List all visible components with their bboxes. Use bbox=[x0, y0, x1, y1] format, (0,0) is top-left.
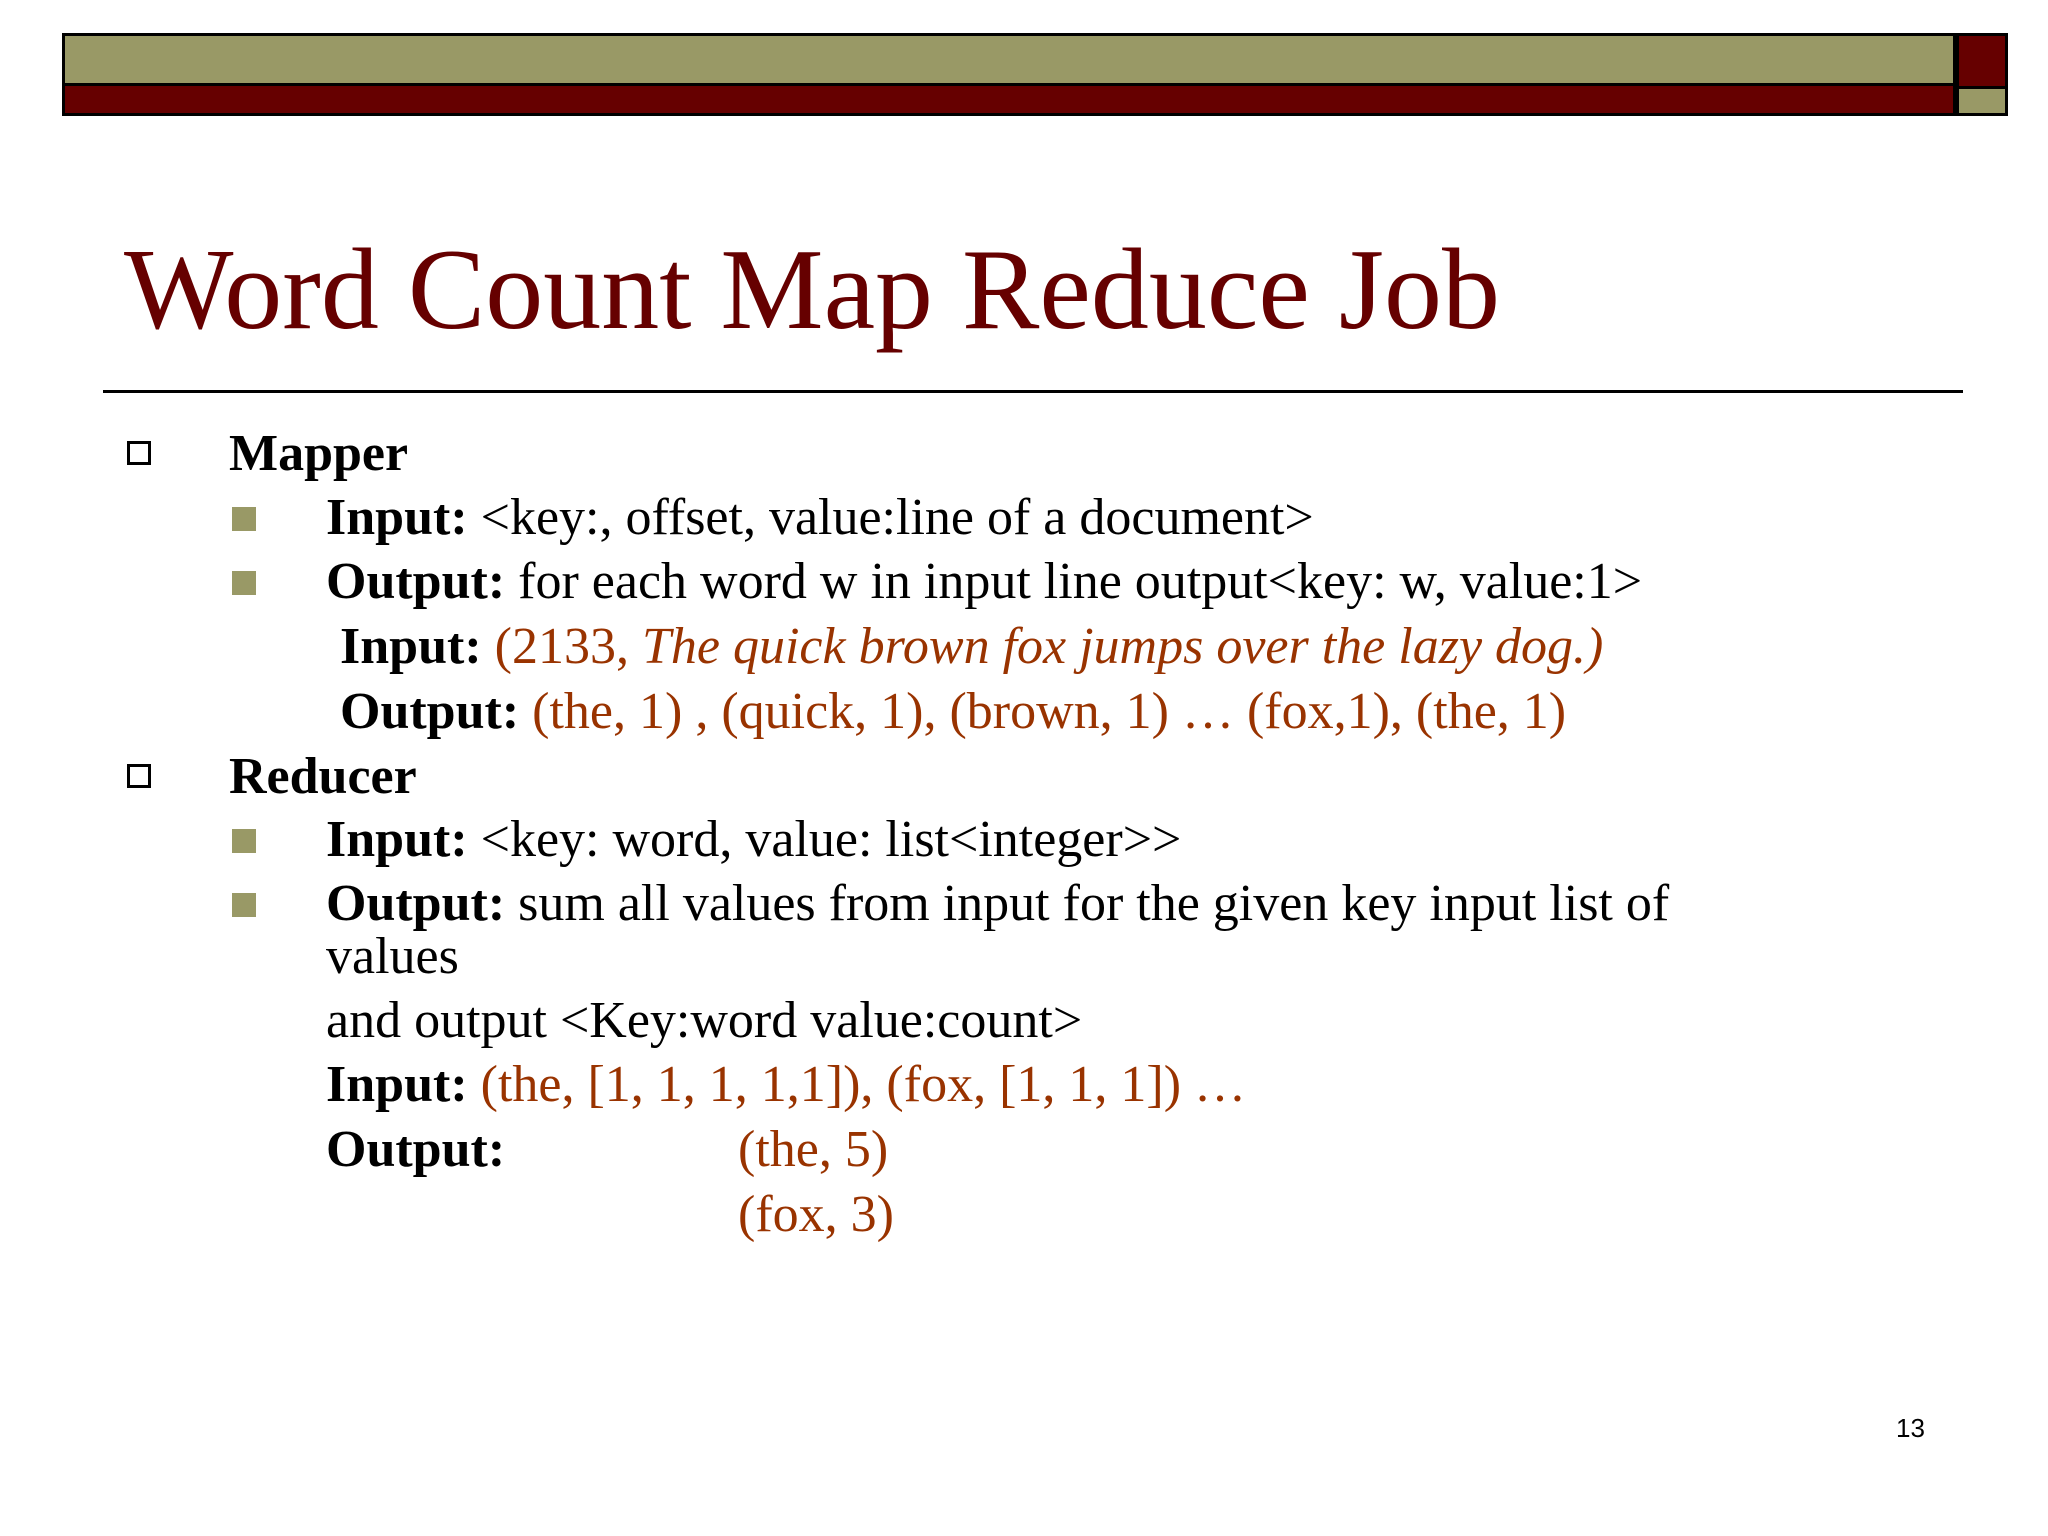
reducer-output-text-2: values bbox=[326, 928, 459, 985]
reducer-input-text: <key: word, value: list<integer>> bbox=[480, 811, 1182, 868]
mapper-input-text: <key:, offset, value:line of a document> bbox=[480, 489, 1314, 546]
reducer-heading: Reducer bbox=[229, 748, 417, 805]
header-banner-olive bbox=[62, 33, 1956, 83]
header-corner-red bbox=[1956, 33, 2008, 86]
title-divider bbox=[103, 390, 1963, 393]
reducer-input-line bbox=[326, 811, 1182, 868]
reducer-example-output-2: (fox, 3) bbox=[738, 1186, 894, 1243]
mapper-output-label: Output: bbox=[326, 553, 506, 610]
mapper-example-input-line bbox=[340, 618, 1604, 675]
reducer-output-line bbox=[326, 875, 1670, 932]
slide-title: Word Count Map Reduce Job bbox=[124, 226, 1501, 354]
mapper-heading: Mapper bbox=[229, 425, 409, 482]
page-number: 13 bbox=[1896, 1413, 1925, 1443]
header-corner-olive bbox=[1956, 86, 2008, 116]
reducer-output-bullet-icon bbox=[232, 893, 256, 917]
mapper-output-text: for each word w in input line output<key: w, value:1> bbox=[518, 553, 1643, 610]
reducer-example-input-label: Input: bbox=[326, 1056, 468, 1113]
reducer-bullet-icon bbox=[127, 764, 151, 788]
header-banner-red bbox=[62, 83, 1956, 116]
reducer-example-input-text: (the, [1, 1, 1, 1,1]), (fox, [1, 1, 1]) … bbox=[480, 1056, 1247, 1113]
mapper-example-output-text: (the, 1) , (quick, 1), (brown, 1) … (fox,1), (the, 1) bbox=[532, 683, 1567, 740]
reducer-example-output-label: Output: bbox=[326, 1121, 506, 1178]
mapper-input-line bbox=[326, 489, 1314, 546]
mapper-output-bullet-icon bbox=[232, 571, 256, 595]
reducer-output-text-1: sum all values from input for the given key input list of bbox=[518, 875, 1670, 932]
mapper-input-bullet-icon bbox=[232, 507, 256, 531]
reducer-input-bullet-icon bbox=[232, 829, 256, 853]
reducer-example-output-1: (the, 5) bbox=[738, 1121, 889, 1178]
mapper-example-input-label: Input: bbox=[340, 618, 482, 675]
mapper-bullet-icon bbox=[127, 441, 151, 465]
reducer-output-label: Output: bbox=[326, 875, 506, 932]
reducer-output-text-3: and output <Key:word value:count> bbox=[326, 992, 1083, 1049]
reducer-example-input-line bbox=[326, 1056, 1247, 1113]
mapper-example-input-sentence: The quick brown fox jumps over the lazy dog.) bbox=[641, 618, 1604, 675]
mapper-example-output-line bbox=[340, 683, 1567, 740]
mapper-input-label: Input: bbox=[326, 489, 468, 546]
mapper-example-input-prefix: (2133, bbox=[494, 618, 642, 675]
mapper-output-line bbox=[326, 553, 1643, 610]
mapper-example-output-label: Output: bbox=[340, 683, 520, 740]
reducer-input-label: Input: bbox=[326, 811, 468, 868]
